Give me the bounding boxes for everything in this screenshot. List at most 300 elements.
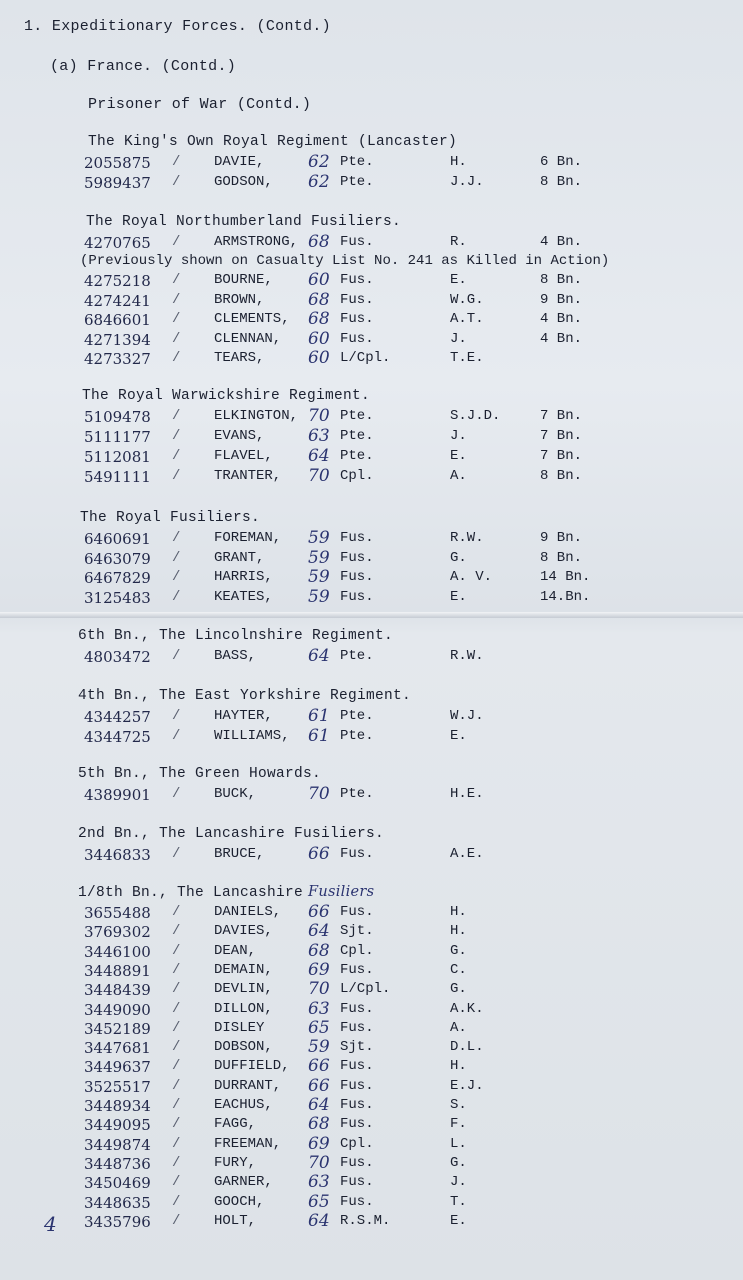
initials: T. <box>450 1193 467 1210</box>
tick-mark: / <box>172 569 181 585</box>
surname: DAVIES, <box>214 923 273 940</box>
surname: HOLT, <box>214 1212 257 1229</box>
surname: CLEMENTS, <box>214 311 290 328</box>
initials: A. <box>450 1019 467 1036</box>
initials: H. <box>450 904 467 920</box>
handwritten-number: 64 <box>308 921 330 942</box>
tick-mark: / <box>172 234 181 250</box>
rank: Pte. <box>340 154 374 170</box>
paper-fold <box>0 612 743 618</box>
list-row <box>0 786 743 806</box>
rank: Fus. <box>340 234 374 250</box>
service-number: 6463079 <box>84 549 151 568</box>
list-row <box>0 1174 743 1194</box>
service-number: 6846601 <box>84 311 151 330</box>
initials: S. <box>450 1097 467 1113</box>
handwritten-number: 61 <box>308 706 330 726</box>
surname: FAGG, <box>214 1116 257 1133</box>
list-row <box>0 708 743 728</box>
tick-mark: / <box>172 549 181 566</box>
list-row <box>0 154 743 174</box>
tick-mark: / <box>172 1058 181 1075</box>
handwritten-number: 68 <box>308 309 330 330</box>
rank: Pte. <box>340 448 374 464</box>
service-number: 4275218 <box>84 272 151 291</box>
list-row <box>0 350 743 370</box>
initials: E.J. <box>450 1077 484 1094</box>
tick-mark: / <box>172 846 181 862</box>
list-row <box>0 328 743 351</box>
service-number: 3449095 <box>84 1116 151 1135</box>
initials: S.J.D. <box>450 408 501 424</box>
tick-mark: / <box>172 1174 181 1191</box>
section-title-text: 4th Bn., The East Yorkshire Regiment. <box>78 688 412 704</box>
tick-mark: / <box>172 648 181 664</box>
surname: HARRIS, <box>214 569 273 585</box>
section-title <box>78 628 393 644</box>
initials: F. <box>450 1116 467 1133</box>
rank: Sjt. <box>340 923 374 940</box>
rank: Fus. <box>340 1077 374 1094</box>
service-number: 6460691 <box>84 530 151 548</box>
surname: CLENNAN, <box>214 330 282 347</box>
surname: BOURNE, <box>214 272 273 289</box>
tick-mark: / <box>172 904 181 920</box>
surname: BASS, <box>214 648 257 664</box>
rank: L/Cpl. <box>340 350 391 366</box>
initials: G. <box>450 549 467 566</box>
initials: R. <box>450 234 467 250</box>
tick-mark: / <box>172 942 181 959</box>
initials: D.L. <box>450 1039 484 1056</box>
handwritten-number: 64 <box>308 1210 330 1231</box>
initials: A.T. <box>450 311 484 328</box>
handwritten-title-word: Fusiliers <box>303 884 375 900</box>
initials: W.G. <box>450 291 484 308</box>
handwritten-number: 68 <box>308 940 330 961</box>
section-title <box>80 510 260 526</box>
surname: FOREMAN, <box>214 530 282 546</box>
section-title-text: 1/8th Bn., The Lancashire <box>78 885 304 901</box>
tick-mark: / <box>172 408 181 424</box>
surname: TRANTER, <box>214 468 282 484</box>
tick-mark: / <box>172 272 181 289</box>
list-row <box>0 1210 743 1233</box>
handwritten-number: 70 <box>308 466 330 486</box>
surname: DEMAIN, <box>214 961 273 978</box>
handwritten-number: 59 <box>308 528 330 548</box>
tick-mark: / <box>172 961 181 978</box>
heading-1: 1. Expeditionary Forces. (Contd.) <box>24 18 331 35</box>
list-row <box>0 1133 743 1156</box>
rank: Fus. <box>340 569 374 585</box>
rank: Fus. <box>340 846 374 862</box>
handwritten-number: 64 <box>308 1095 330 1115</box>
handwritten-number: 68 <box>308 232 330 252</box>
handwritten-number: 60 <box>308 348 330 368</box>
initials: L. <box>450 1135 467 1152</box>
section-note: (Previously shown on Casualty List No. 241 as Killed in Action) <box>80 253 610 270</box>
handwritten-number: 59 <box>308 567 330 587</box>
initials: H. <box>450 1058 467 1075</box>
tick-mark: / <box>172 311 181 328</box>
tick-mark: / <box>172 468 181 484</box>
service-number: 3450469 <box>84 1174 151 1193</box>
service-number: 4273327 <box>84 350 151 368</box>
tick-mark: / <box>172 1039 181 1056</box>
list-row <box>0 408 743 428</box>
list-row <box>0 940 743 963</box>
tick-mark: / <box>172 530 181 546</box>
initials: J.J. <box>450 174 484 190</box>
rank: Fus. <box>340 1154 374 1171</box>
handwritten-number: 60 <box>308 270 330 291</box>
surname: DAVIE, <box>214 154 265 170</box>
section-title-text: The King's Own Royal Regiment (Lancaster) <box>88 134 458 150</box>
rank: Pte. <box>340 708 374 724</box>
tick-mark: / <box>172 923 181 940</box>
surname: GOOCH, <box>214 1193 265 1210</box>
service-number: 4803472 <box>84 648 151 666</box>
initials: E. <box>450 728 467 744</box>
handwritten-number: 68 <box>308 289 330 310</box>
list-row <box>0 468 743 488</box>
rank: Fus. <box>340 1097 374 1113</box>
handwritten-number: 60 <box>308 328 330 349</box>
surname: GODSON, <box>214 174 273 190</box>
service-number: 3435796 <box>84 1212 151 1231</box>
handwritten-number: 69 <box>308 959 330 980</box>
surname: WILLIAMS, <box>214 728 290 744</box>
tick-mark: / <box>172 1135 181 1152</box>
service-number: 3449637 <box>84 1058 151 1077</box>
list-row <box>0 923 743 943</box>
tick-mark: / <box>172 291 181 308</box>
surname: FLAVEL, <box>214 448 273 464</box>
list-row <box>0 648 743 668</box>
initials: C. <box>450 961 467 978</box>
handwritten-number: 70 <box>308 406 330 426</box>
tick-mark: / <box>172 1154 181 1171</box>
surname: DEAN, <box>214 942 257 959</box>
handwritten-number: 66 <box>308 902 330 922</box>
handwritten-number: 64 <box>308 646 330 666</box>
battalion: 4 Bn. <box>540 330 583 347</box>
battalion: 4 Bn. <box>540 234 583 250</box>
tick-mark: / <box>172 708 181 724</box>
tick-mark: / <box>172 588 181 605</box>
rank: Pte. <box>340 428 374 444</box>
rank: Fus. <box>340 291 374 308</box>
surname: DISLEY <box>214 1019 265 1036</box>
rank: Pte. <box>340 728 374 744</box>
tick-mark: / <box>172 1019 181 1036</box>
section-title-text: 2nd Bn., The Lancashire Fusiliers. <box>78 826 385 842</box>
tick-mark: / <box>172 1077 181 1094</box>
initials: J. <box>450 428 467 444</box>
tick-mark: / <box>172 1000 181 1017</box>
surname: KEATES, <box>214 588 273 605</box>
list-row <box>0 289 743 312</box>
initials: E. <box>450 448 467 464</box>
service-number: 3448736 <box>84 1154 151 1173</box>
section-title-text: 5th Bn., The Green Howards. <box>78 766 322 782</box>
rank: Fus. <box>340 549 374 566</box>
service-number: 2055875 <box>84 154 151 172</box>
surname: BRUCE, <box>214 846 265 862</box>
list-row <box>0 272 743 292</box>
list-row <box>0 846 743 866</box>
handwritten-number: 59 <box>308 1037 330 1058</box>
list-row <box>0 569 743 589</box>
service-number: 3449090 <box>84 1000 151 1019</box>
rank: Cpl. <box>340 942 374 959</box>
battalion: 7 Bn. <box>540 428 583 444</box>
rank: Fus. <box>340 1174 374 1191</box>
rank: Pte. <box>340 648 374 664</box>
rank: Fus. <box>340 1193 374 1210</box>
rank: L/Cpl. <box>340 981 391 998</box>
list-row <box>0 547 743 570</box>
battalion: 9 Bn. <box>540 291 583 308</box>
battalion: 14 Bn. <box>540 569 591 585</box>
rank: Fus. <box>340 1019 374 1036</box>
initials: A.K. <box>450 1000 484 1017</box>
list-row <box>0 904 743 924</box>
service-number: 3448891 <box>84 961 151 980</box>
handwritten-number: 59 <box>308 586 330 607</box>
service-number: 4344725 <box>84 728 151 746</box>
rank: Pte. <box>340 174 374 190</box>
rank: Fus. <box>340 1058 374 1075</box>
section-title <box>78 688 411 704</box>
rank: Cpl. <box>340 1135 374 1152</box>
initials: E. <box>450 272 467 289</box>
handwritten-number: 66 <box>308 844 330 864</box>
rank: Fus. <box>340 272 374 289</box>
initials: R.W. <box>450 648 484 664</box>
section-title <box>78 884 374 901</box>
handwritten-number: 66 <box>308 1056 330 1077</box>
battalion: 6 Bn. <box>540 154 583 170</box>
initials: T.E. <box>450 350 484 366</box>
handwritten-number: 69 <box>308 1133 330 1154</box>
tick-mark: / <box>172 1116 181 1133</box>
section-title <box>86 214 401 230</box>
section-title-text: The Royal Fusiliers. <box>80 510 261 526</box>
list-row <box>0 998 743 1021</box>
list-row <box>0 1058 743 1078</box>
service-number: 3125483 <box>84 588 151 607</box>
handwritten-number: 61 <box>308 726 330 746</box>
initials: H. <box>450 923 467 940</box>
tick-mark: / <box>172 350 181 366</box>
initials: R.W. <box>450 530 484 546</box>
handwritten-number: 64 <box>308 446 330 466</box>
surname: GARNER, <box>214 1174 273 1191</box>
surname: EVANS, <box>214 428 265 444</box>
section-title-text: The Royal Northumberland Fusiliers. <box>86 214 402 230</box>
list-row <box>0 728 743 748</box>
surname: FREEMAN, <box>214 1135 282 1152</box>
battalion: 7 Bn. <box>540 448 583 464</box>
service-number: 3448439 <box>84 981 151 1000</box>
service-number: 3449874 <box>84 1135 151 1154</box>
initials: J. <box>450 330 467 347</box>
handwritten-number: 63 <box>308 426 330 446</box>
tick-mark: / <box>172 330 181 347</box>
list-row <box>0 174 743 194</box>
battalion: 8 Bn. <box>540 272 583 289</box>
battalion: 7 Bn. <box>540 408 583 424</box>
margin-mark: 4 <box>44 1212 57 1236</box>
section-title <box>82 388 370 404</box>
surname: DANIELS, <box>214 904 282 920</box>
service-number: 5491111 <box>84 468 151 486</box>
service-number: 3452189 <box>84 1019 151 1038</box>
surname: DOBSON, <box>214 1039 273 1056</box>
list-row <box>0 234 743 254</box>
tick-mark: / <box>172 1097 181 1113</box>
tick-mark: / <box>172 1212 181 1229</box>
rank: Cpl. <box>340 468 374 484</box>
list-row <box>0 311 743 331</box>
service-number: 5112081 <box>84 448 151 466</box>
rank: Fus. <box>340 311 374 328</box>
surname: FURY, <box>214 1154 257 1171</box>
rank: Fus. <box>340 530 374 546</box>
heading-3: Prisoner of War (Contd.) <box>88 96 312 113</box>
section-title <box>88 134 457 150</box>
surname: TEARS, <box>214 350 265 366</box>
service-number: 4274241 <box>84 291 151 310</box>
list-row <box>0 1039 743 1059</box>
tick-mark: / <box>172 428 181 444</box>
handwritten-number: 68 <box>308 1114 330 1135</box>
list-row <box>0 1116 743 1136</box>
section-title-text: 6th Bn., The Lincolnshire Regiment. <box>78 628 394 644</box>
surname: BROWN, <box>214 291 265 308</box>
handwritten-number: 63 <box>308 1172 330 1193</box>
rank: Fus. <box>340 1000 374 1017</box>
service-number: 4344257 <box>84 708 151 726</box>
tick-mark: / <box>172 448 181 464</box>
tick-mark: / <box>172 728 181 744</box>
initials: G. <box>450 942 467 959</box>
rank: Fus. <box>340 904 374 920</box>
list-row <box>0 1191 743 1214</box>
list-row <box>0 530 743 550</box>
initials: A. <box>450 468 467 484</box>
surname: ELKINGTON, <box>214 408 299 424</box>
service-number: 3448635 <box>84 1193 151 1212</box>
tick-mark: / <box>172 1193 181 1210</box>
battalion: 9 Bn. <box>540 530 583 546</box>
list-row <box>0 959 743 982</box>
service-number: 5109478 <box>84 408 151 426</box>
handwritten-number: 70 <box>308 784 330 804</box>
list-row <box>0 586 743 609</box>
rank: Sjt. <box>340 1039 374 1056</box>
rank: Pte. <box>340 786 374 802</box>
service-number: 6467829 <box>84 569 151 587</box>
rank: Fus. <box>340 588 374 605</box>
handwritten-number: 59 <box>308 547 330 568</box>
initials: A. V. <box>450 569 493 585</box>
surname: GRANT, <box>214 549 265 566</box>
service-number: 3655488 <box>84 904 151 922</box>
handwritten-number: 66 <box>308 1075 330 1096</box>
initials: H.E. <box>450 786 484 802</box>
battalion: 8 Bn. <box>540 468 583 484</box>
battalion: 14.Bn. <box>540 588 591 605</box>
initials: E. <box>450 588 467 605</box>
list-row <box>0 1152 743 1175</box>
list-row <box>0 448 743 468</box>
list-row <box>0 1075 743 1098</box>
service-number: 3447681 <box>84 1039 151 1058</box>
surname: DUFFIELD, <box>214 1058 290 1075</box>
tick-mark: / <box>172 981 181 998</box>
handwritten-number: 63 <box>308 998 330 1019</box>
service-number: 3446100 <box>84 942 151 961</box>
tick-mark: / <box>172 786 181 802</box>
section-title-text: The Royal Warwickshire Regiment. <box>82 388 371 404</box>
service-number: 3448934 <box>84 1097 151 1115</box>
surname: DEVLIN, <box>214 981 273 998</box>
section-title <box>78 826 384 842</box>
handwritten-number: 70 <box>308 979 330 1000</box>
surname: ARMSTRONG, <box>214 234 299 250</box>
battalion: 4 Bn. <box>540 311 583 328</box>
handwritten-number: 70 <box>308 1152 330 1173</box>
list-row <box>0 428 743 448</box>
tick-mark: / <box>172 154 181 170</box>
section-title <box>78 766 321 782</box>
heading-2: (a) France. (Contd.) <box>50 58 237 75</box>
service-number: 4271394 <box>84 330 151 349</box>
initials: G. <box>450 1154 467 1171</box>
surname: BUCK, <box>214 786 257 802</box>
handwritten-number: 65 <box>308 1017 330 1038</box>
service-number: 3769302 <box>84 923 151 942</box>
surname: HAYTER, <box>214 708 273 724</box>
rank: Fus. <box>340 1116 374 1133</box>
battalion: 8 Bn. <box>540 549 583 566</box>
rank: Fus. <box>340 961 374 978</box>
initials: G. <box>450 981 467 998</box>
initials: H. <box>450 154 467 170</box>
initials: A.E. <box>450 846 484 862</box>
rank: Pte. <box>340 408 374 424</box>
initials: J. <box>450 1174 467 1191</box>
handwritten-number: 65 <box>308 1191 330 1212</box>
list-row <box>0 1097 743 1117</box>
initials: E. <box>450 1212 467 1229</box>
surname: EACHUS, <box>214 1097 273 1113</box>
service-number: 3525517 <box>84 1077 151 1096</box>
service-number: 3446833 <box>84 846 151 864</box>
rank: Fus. <box>340 330 374 347</box>
service-number: 5989437 <box>84 174 151 192</box>
handwritten-number: 62 <box>308 172 330 192</box>
service-number: 4389901 <box>84 786 151 804</box>
battalion: 8 Bn. <box>540 174 583 190</box>
rank: R.S.M. <box>340 1212 391 1229</box>
surname: DURRANT, <box>214 1077 282 1094</box>
surname: DILLON, <box>214 1000 273 1017</box>
tick-mark: / <box>172 174 181 190</box>
